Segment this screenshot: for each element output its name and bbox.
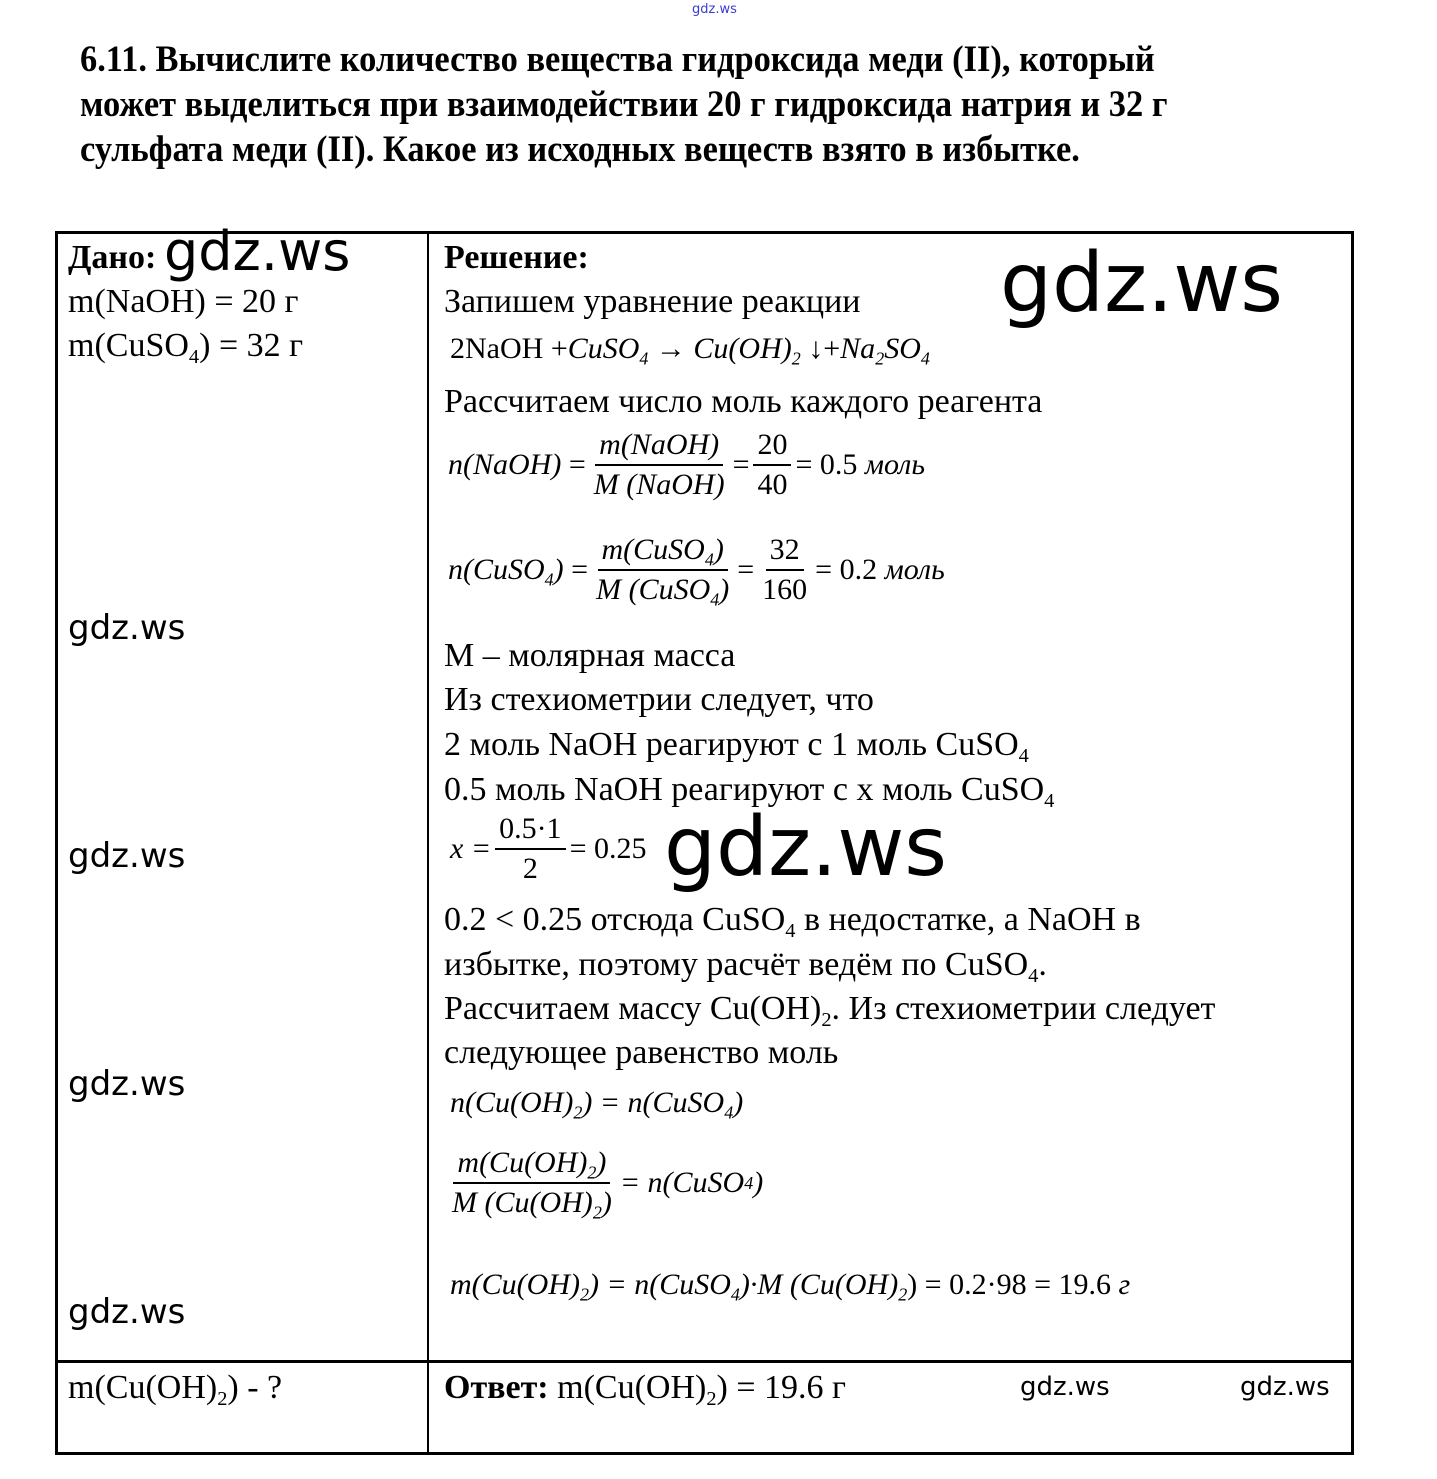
problem-line-1: 6.11. Вычислите количество вещества гидроксида меди (II), который [80,39,1155,80]
solution-label: Решение: [444,239,589,276]
find-item: $m(Cu(OH)_2)$ - ? [68,1369,283,1411]
problem-line-2: может выделиться при взаимодействии 20 г гидроксида натрия и 32 г [80,84,1168,125]
reaction-equation: 2NaOH +CuSO$_4$ → $Cu(OH)_2$ $↓+Na_2SO_4$ [450,332,930,369]
watermark: gdz.ws [68,836,186,876]
watermark: gdz.ws [1240,1372,1330,1402]
table-row-divider [55,1360,1354,1363]
watermark: gdz.ws [164,220,351,283]
given-label: Дано: [68,239,157,276]
table-border-bottom [55,1452,1354,1455]
mass-calc-line-1: Рассчитаем массу $Cu(OH)_2$. Из стехиометрии следует [444,990,1216,1032]
equation-n-cuso4: n(CuSO$_4$) = $\frac{m(CuSO_4)}{M (CuSO_4)}$ = $\frac{32}{160}$ = 0.2 моль [448,533,945,610]
watermark: gdz.ws [68,1064,186,1104]
stoichiometry-ratio-2: 0.5 моль NaOH реагируют с x моль CuSO$_4$ [444,771,1055,813]
comparison-line-1: 0.2 < 0.25 отсюда CuSO$_4$ в недостатке, а NaOH в [444,901,1141,943]
answer: Ответ: $m(Cu(OH)_2) = 19.6$ г [444,1369,846,1411]
watermark: gdz.ws [68,608,186,648]
table-column-divider [427,231,429,1455]
step-write-equation: Запишем уравнение реакции [444,283,861,320]
equation-mass-ratio: $\frac{m(Cu(OH)_2)}{M (Cu(OH)_2)}$ = n(CuSO 4 ) [452,1146,764,1223]
equation-mole-equality: $n(Cu(OH)_2)$ = n(CuSO$_4$) [450,1086,744,1123]
equation-final-mass: $m(Cu(OH)_2)$ = n(CuSO$_4$)·M $(Cu(OH)_2) = 0.2\cdot 98 = 19.6$ г [450,1268,1131,1305]
equation-n-naoh: n(NaOH) = $\frac{\text{m(NaOH)}}{\text{M (NaOH)}}$ = $\frac{20}{40}$ = 0.5 моль [448,428,926,501]
stoichiometry-ratio-1: 2 моль NaOH реагируют с 1 моль CuSO$_4$ [444,726,1029,768]
stoichiometry-intro: Из стехиометрии следует, что [444,681,874,718]
problem-line-3: сульфата меди (II). Какое из исходных веществ взято в избытке. [80,129,1080,170]
comparison-line-2: избытке, поэтому расчёт ведём по CuSO$_4$. [444,946,1047,988]
watermark: gdz.ws [664,800,947,895]
table-border-right [1351,231,1354,1455]
site-mark: gdz.ws [692,2,737,17]
watermark: gdz.ws [1000,236,1283,331]
precipitate-arrow: ↓ [808,332,824,365]
mass-calc-line-2: следующее равенство моль [444,1034,839,1071]
equation-x: x = $\frac{0.5\cdot 1}{2}$ = 0.25 [450,812,647,885]
table-border-left [55,231,58,1455]
molar-mass-note: M – молярная масса [444,637,736,674]
watermark: gdz.ws [68,1292,186,1332]
step-calc-moles: Рассчитаем число моль каждого реагента [444,383,1043,420]
watermark: gdz.ws [1020,1372,1110,1402]
answer-label: Ответ: [444,1369,549,1406]
given-item-cuso4: m(CuSO$_4$) = 32 г [68,327,304,369]
given-item-naoh: m(NaOH) = 20 г [68,283,299,320]
